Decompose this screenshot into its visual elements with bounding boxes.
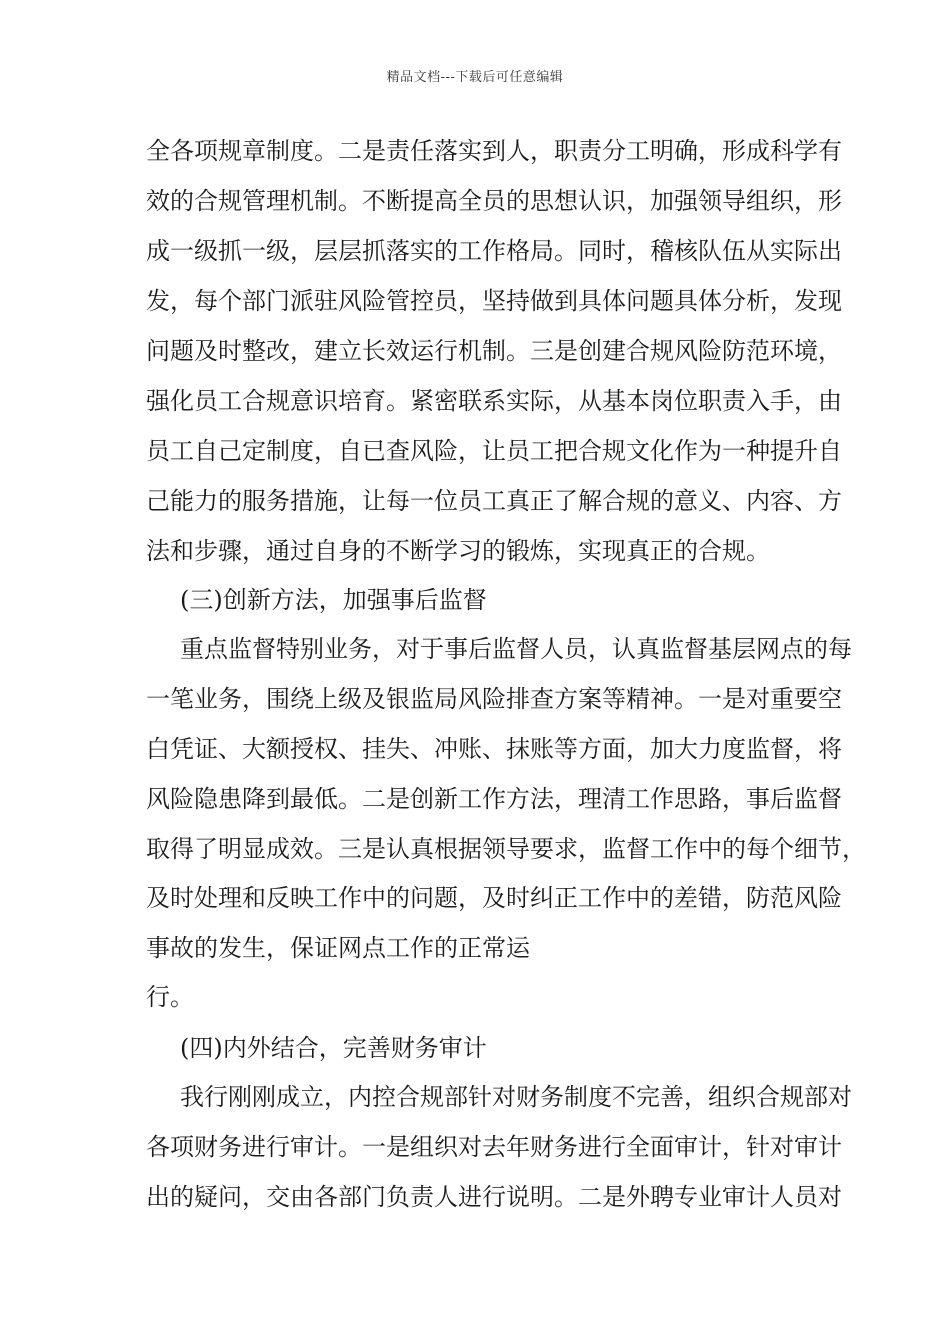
page-header: 精品文档---下载后可任意编辑 <box>386 70 564 85</box>
text-line: 我行刚刚成立，内控合规部针对财务制度不完善，组织合规部对 <box>180 1083 852 1111</box>
text-line: 白凭证、大额授权、挂失、冲账、抹账等方面，加大力度监督，将 <box>146 735 842 763</box>
text-line: 员工自己定制度，自已查风险，让员工把合规文化作为一种提升自 <box>146 437 842 465</box>
text-line: 各项财务进行审计。一是组织对去年财务进行全面审计，针对审计 <box>146 1133 842 1161</box>
text-line: 重点监督特别业务，对于事后监督人员，认真监督基层网点的每 <box>180 635 852 663</box>
text-line: 及时处理和反映工作中的问题，及时纠正工作中的差错，防范风险 <box>146 884 842 912</box>
text-line: 行。 <box>146 983 194 1011</box>
text-line: 问题及时整改，建立长效运行机制。三是创建合规风险防范环境， <box>146 337 842 365</box>
text-line: 法和步骤，通过自身的不断学习的锻炼，实现真正的合规。 <box>146 537 770 565</box>
section-heading: (四)内外结合，完善财务审计 <box>180 1034 487 1062</box>
text-line: 取得了明显成效。三是认真根据领导要求，监督工作中的每个细节， <box>146 835 866 863</box>
text-line: 全各项规章制度。二是责任落实到人，职责分工明确，形成科学有 <box>146 137 842 165</box>
text-line: 风险隐患降到最低。二是创新工作方法，理清工作思路，事后监督 <box>146 785 842 813</box>
section-heading: (三)创新方法，加强事后监督 <box>180 586 487 614</box>
text-line: 强化员工合规意识培育。紧密联系实际，从基本岗位职责入手，由 <box>146 387 842 415</box>
text-line: 出的疑问，交由各部门负责人进行说明。二是外聘专业审计人员对 <box>146 1183 842 1211</box>
text-line: 事故的发生，保证网点工作的正常运 <box>146 934 530 962</box>
text-line: 效的合规管理机制。不断提高全员的思想认识，加强领导组织，形 <box>146 187 842 215</box>
text-line: 发，每个部门派驻风险管控员，坚持做到具体问题具体分析，发现 <box>146 287 842 315</box>
text-line: 一笔业务，围绕上级及银监局风险排查方案等精神。一是对重要空 <box>146 685 842 713</box>
text-line: 己能力的服务措施，让每一位员工真正了解合规的意义、内容、方 <box>146 487 842 515</box>
text-line: 成一级抓一级，层层抓落实的工作格局。同时，稽核队伍从实际出 <box>146 237 842 265</box>
